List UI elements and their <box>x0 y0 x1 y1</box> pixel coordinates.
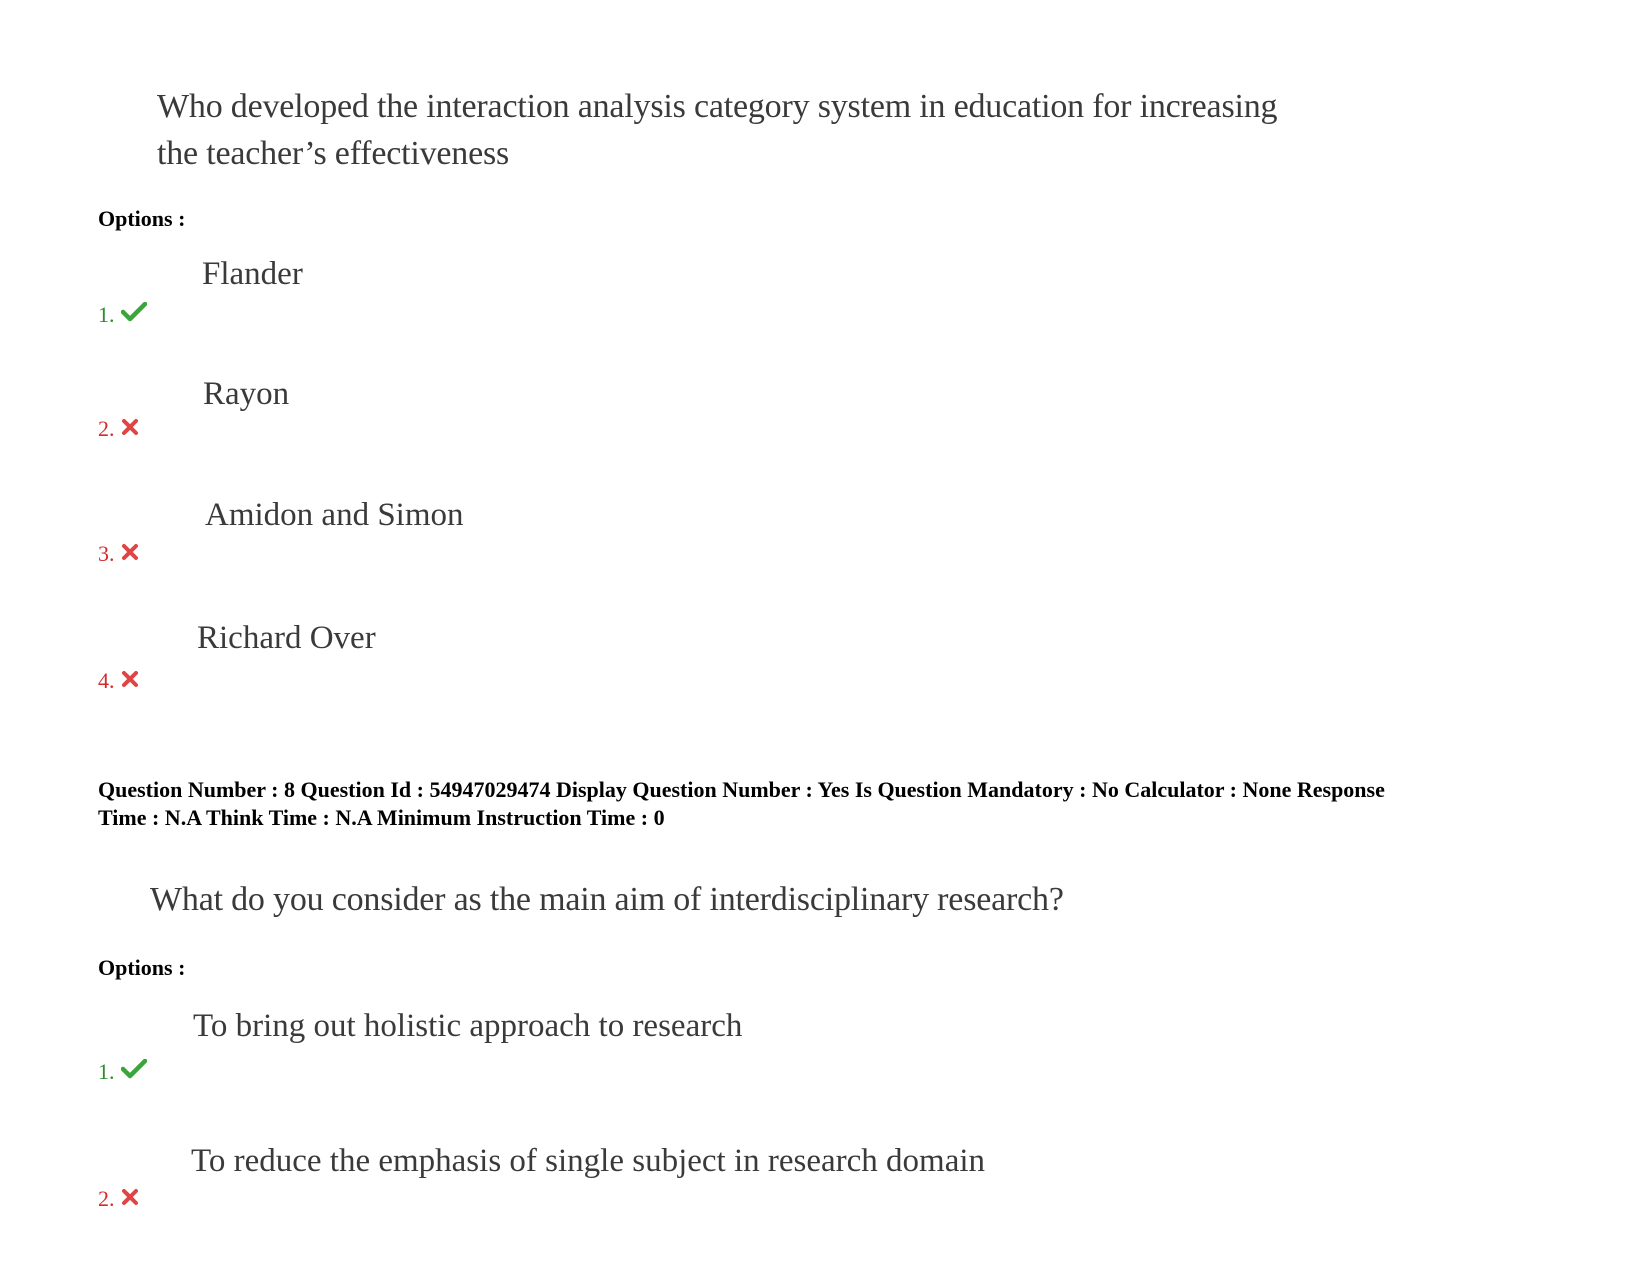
option-text: Amidon and Simon <box>205 497 464 533</box>
options-label: Options : <box>98 955 186 980</box>
question-meta <box>98 776 1598 832</box>
check-icon <box>121 302 147 328</box>
question-meta-line2: Time : N.A Think Time : N.A Minimum Instruction Time : 0 <box>98 805 665 830</box>
option-number: 2. <box>98 416 139 442</box>
cross-icon <box>121 1186 139 1212</box>
option-text: To bring out holistic approach to research <box>193 1008 743 1044</box>
option-text: To reduce the emphasis of single subject in research domain <box>191 1143 986 1179</box>
options-label: Options : <box>98 206 186 231</box>
cross-icon <box>121 668 139 694</box>
cross-icon <box>121 416 139 442</box>
option-text: Rayon <box>203 376 290 412</box>
question-text: What do you consider as the main aim of interdisciplinary research? <box>150 881 1064 918</box>
option-text: Richard Over <box>197 620 376 656</box>
option-number: 2. <box>98 1186 139 1212</box>
option-number: 1. <box>98 302 147 328</box>
question-text-line2: the teacher’s effectiveness <box>157 135 510 172</box>
option-text: Flander <box>202 256 303 292</box>
option-number: 4. <box>98 668 139 694</box>
option-number: 3. <box>98 541 139 567</box>
question-meta-line1: Question Number : 8 Question Id : 54947029474 Display Question Number : Yes Is Question Mandatory : No Calculator : None Response <box>98 777 1385 802</box>
check-icon <box>121 1059 147 1085</box>
cross-icon <box>121 541 139 567</box>
question-text-line1: Who developed the interaction analysis category system in education for increasing <box>157 88 1278 125</box>
option-number: 1. <box>98 1059 147 1085</box>
